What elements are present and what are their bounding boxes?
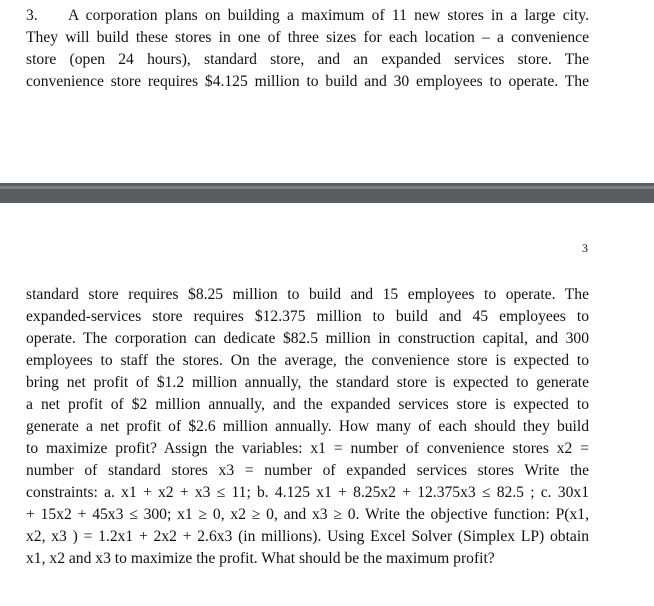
- text-line: constraints: a. x1 + x2 + x3 ≤ 11; b. 4.125 x1 + 8.25x2 + 12.375x3 ≤ 82.5 ; c. 30x1: [26, 484, 589, 501]
- text-line: x2, x3 ) = 1.2x1 + 2x2 + 2.6x3 (in millions). Using Excel Solver (Simplex LP) obtain: [26, 528, 589, 545]
- text-line: operate. The corporation can dedicate $82.5 million in construction capital, and 300: [26, 330, 589, 347]
- question-text-part-1: [26, 5, 589, 93]
- text-line: generate a net profit of $2.6 million annually. How many of each should they build: [26, 418, 589, 435]
- text-line: [26, 5, 589, 27]
- text-line: + 15x2 + 45x3 ≤ 300; x1 ≥ 0, x2 ≥ 0, and x3 ≥ 0. Write the objective function: P(x1,: [26, 506, 589, 523]
- page-number: 3: [582, 241, 588, 255]
- page-break-highlight: [0, 186, 654, 189]
- text-line: to maximize profit? Assign the variables: x1 = number of convenience stores x2 =: [26, 440, 589, 457]
- text-line: expanded-services store requires $12.375 million to build and 45 employees to: [26, 308, 589, 325]
- question-text-part-2: [26, 284, 589, 570]
- page-break-divider: [0, 183, 654, 203]
- text-line: They will build these stores in one of three sizes for each location – a convenience: [26, 29, 589, 46]
- text-line: convenience store requires $4.125 million to build and 30 employees to operate. The: [26, 73, 589, 90]
- text-line-content: A corporation plans on building a maximum of 11 new stores in a large city.: [68, 7, 589, 24]
- text-line: a net profit of $2 million annually, and the expanded services store is expected to: [26, 396, 589, 413]
- text-line: bring net profit of $1.2 million annually, the standard store is expected to generate: [26, 374, 589, 391]
- text-line: x1, x2 and x3 to maximize the profit. What should be the maximum profit?: [26, 550, 495, 567]
- text-line: store (open 24 hours), standard store, and an expanded services store. The: [26, 51, 589, 68]
- text-line: number of standard stores x3 = number of expanded services stores Write the: [26, 462, 589, 479]
- question-number: 3.: [26, 7, 38, 24]
- text-line: standard store requires $8.25 million to build and 15 employees to operate. The: [26, 286, 589, 303]
- text-line: employees to staff the stores. On the average, the convenience store is expected to: [26, 352, 589, 369]
